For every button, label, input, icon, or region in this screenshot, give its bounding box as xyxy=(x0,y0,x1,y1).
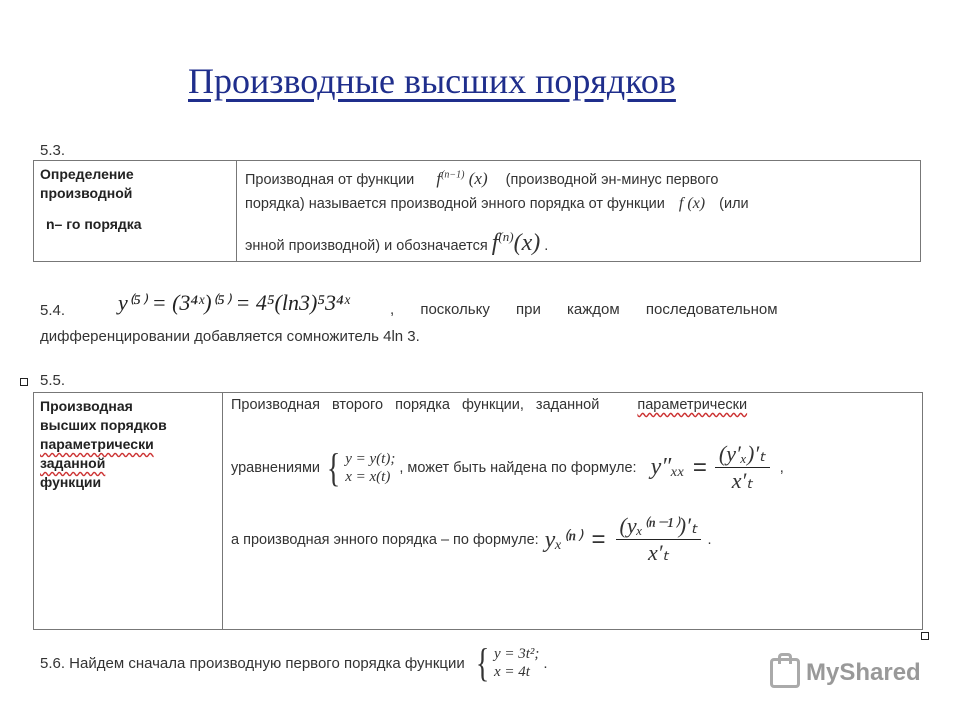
text: (x) xyxy=(468,169,488,188)
text: Производная от функции xyxy=(245,172,415,188)
equals-sign: = xyxy=(591,525,606,553)
text: f xyxy=(491,230,499,256)
text: (x) xyxy=(513,230,541,256)
logo-text: MyShared xyxy=(806,659,921,686)
text: энной производной) и обозначается xyxy=(245,238,488,254)
brace-glyph: { xyxy=(475,640,490,685)
formula-fraction xyxy=(616,513,702,566)
label-line: Производная xyxy=(40,398,133,414)
section-5-4-text2: дифференцировании добавляется сомножитель 4ln 3. xyxy=(40,328,420,345)
system-lines xyxy=(494,645,539,681)
text: (или xyxy=(719,196,749,212)
myshared-logo xyxy=(770,658,921,688)
numerator: (yₓ⁽ⁿ⁻¹⁾)′ₜ xyxy=(616,513,702,540)
definition-text-cell xyxy=(237,161,921,262)
text: f xyxy=(436,169,442,188)
numerator: (y′ₓ)′ₜ xyxy=(715,441,770,468)
text: y = y(t); xyxy=(345,450,396,467)
parametric-system xyxy=(473,640,540,685)
text: уравнениями xyxy=(231,459,321,476)
slide-title: Производные высших порядков xyxy=(188,61,676,101)
denominator: x′ₜ xyxy=(647,540,670,565)
parametric-text-cell xyxy=(223,393,923,630)
text: Производная второго порядка функции, заданной xyxy=(231,397,600,413)
formula-lhs: yₓ⁽ⁿ⁾ xyxy=(544,527,582,553)
text: . xyxy=(707,531,712,548)
section-5-3-number: 5.3. xyxy=(40,142,66,159)
label-line: Определение xyxy=(40,166,134,182)
param-line-3 xyxy=(231,513,711,566)
label-line: параметрически xyxy=(40,436,154,452)
label-line: функции xyxy=(40,474,102,490)
label-line: высших порядков xyxy=(40,417,167,433)
section-5-4-text1: , поскольку при каждом последовательном xyxy=(390,301,778,318)
denominator: x′ₜ xyxy=(731,468,753,493)
text: y = 3t²; xyxy=(493,646,540,662)
brace-glyph: { xyxy=(326,444,341,490)
parametric-system xyxy=(324,444,396,490)
formula-5-4: y⁽⁵⁾ = (3⁴ˣ)⁽⁵⁾ = 4⁵(ln3)⁵3⁴ˣ xyxy=(118,290,350,315)
label-line: n– го порядка xyxy=(46,216,142,232)
def-line-3 xyxy=(245,229,548,257)
equals-sign: = xyxy=(692,453,707,481)
text: порядка) называется производной энного порядка от функции xyxy=(245,196,665,212)
text: x = 4t xyxy=(493,664,530,680)
definition-label-cell xyxy=(34,161,237,262)
definition-table xyxy=(33,160,921,262)
text: (n) xyxy=(498,229,514,244)
text: , xyxy=(779,459,784,476)
text: 5.6. Найдем сначала производную первого порядка функции xyxy=(40,654,465,672)
section-5-4-number: 5.4. xyxy=(40,302,66,319)
formula-fraction xyxy=(715,441,770,494)
formula-f xyxy=(436,169,487,188)
selection-handle[interactable] xyxy=(921,632,929,640)
label-line: производной xyxy=(40,185,133,201)
section-5-5-number: 5.5. xyxy=(40,372,66,389)
text: (производной эн-минус первого xyxy=(505,172,719,188)
text: . xyxy=(543,654,548,672)
logo-icon xyxy=(770,658,800,688)
formula-f: f (x) xyxy=(678,195,706,212)
system-lines xyxy=(345,450,395,486)
parametric-table xyxy=(33,392,923,630)
selection-handle[interactable] xyxy=(20,378,28,386)
param-line-2 xyxy=(231,441,784,494)
formula-lhs: y″ₓₓ xyxy=(650,454,685,480)
text: а производная энного порядка – по формуле: xyxy=(231,531,539,548)
def-line-1 xyxy=(245,169,718,189)
param-line-1 xyxy=(231,397,747,413)
text: . xyxy=(544,238,549,254)
formula-fn xyxy=(492,230,540,256)
def-line-2 xyxy=(245,195,749,213)
label-line: заданной xyxy=(40,455,106,471)
text: параметрически xyxy=(637,397,748,413)
section-5-6 xyxy=(40,640,548,685)
parametric-label-cell xyxy=(34,393,223,630)
text: (n−1) xyxy=(441,169,465,181)
text: , может быть найдена по формуле: xyxy=(399,459,637,476)
text: x = x(t) xyxy=(345,468,391,485)
